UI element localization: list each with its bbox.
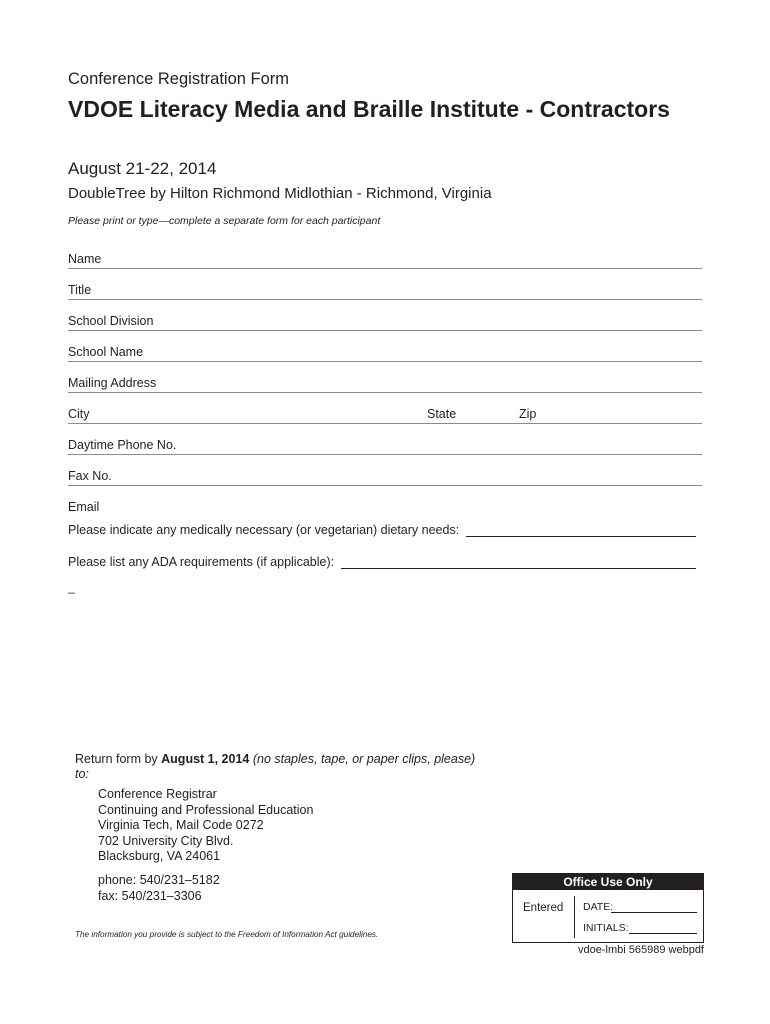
daytime-phone-field[interactable] xyxy=(68,436,702,455)
address-line: Virginia Tech, Mail Code 0272 xyxy=(98,818,264,833)
office-use-box xyxy=(512,873,704,943)
registrar-phone: phone: 540/231–5182 xyxy=(98,873,220,887)
event-date: August 21-22, 2014 xyxy=(68,159,217,178)
return-note: (no staples, tape, or paper clips, please) xyxy=(249,752,476,766)
mailing-address-field[interactable] xyxy=(68,374,702,393)
ada-question: Please list any ADA requirements (if applicable): xyxy=(68,555,335,569)
office-divider xyxy=(574,896,575,938)
school-name-field[interactable] xyxy=(68,343,702,362)
mailing-address-block xyxy=(98,787,313,865)
office-date-line[interactable] xyxy=(611,912,697,913)
zip-label: Zip xyxy=(519,407,537,421)
email-field[interactable] xyxy=(68,498,702,516)
form-instructions: Please print or type—complete a separate form for each participant xyxy=(68,215,381,227)
office-initials-line[interactable] xyxy=(629,933,697,934)
foi-notice: The information you provide is subject to the Freedom of Information Act guidelines. xyxy=(75,930,379,939)
address-line: Conference Registrar xyxy=(98,787,217,801)
school-name-label: School Name xyxy=(68,345,144,359)
ada-answer-line[interactable] xyxy=(341,567,696,569)
mailing-address-label: Mailing Address xyxy=(68,376,157,390)
city-state-zip-field[interactable] xyxy=(68,405,702,424)
dietary-question: Please indicate any medically necessary (or vegetarian) dietary needs: xyxy=(68,523,460,537)
stray-dash: _ xyxy=(68,580,75,594)
entered-label: Entered xyxy=(523,902,564,914)
daytime-phone-label: Daytime Phone No. xyxy=(68,438,177,452)
event-venue: DoubleTree by Hilton Richmond Midlothian - Richmond, Virginia xyxy=(68,185,492,202)
office-use-heading: Office Use Only xyxy=(513,874,703,890)
page-title: VDOE Literacy Media and Braille Institute - Contractors xyxy=(68,96,670,122)
email-label: Email xyxy=(68,500,100,514)
school-division-label: School Division xyxy=(68,314,154,328)
address-line: Continuing and Professional Education xyxy=(98,802,314,817)
registrar-fax: fax: 540/231–3306 xyxy=(98,888,202,903)
name-label: Name xyxy=(68,252,102,266)
return-prefix: Return form by xyxy=(75,752,162,766)
return-to: to: xyxy=(75,767,89,781)
state-label: State xyxy=(427,407,457,421)
fax-field[interactable] xyxy=(68,467,702,486)
form-kicker: Conference Registration Form xyxy=(68,70,290,88)
address-line: Blacksburg, VA 24061 xyxy=(98,849,221,864)
return-deadline: August 1, 2014 xyxy=(161,752,250,766)
office-date-label: DATE: xyxy=(583,901,614,913)
name-field[interactable] xyxy=(68,250,702,269)
return-instructions xyxy=(75,752,495,782)
dietary-answer-line[interactable] xyxy=(466,535,696,537)
school-division-field[interactable] xyxy=(68,312,702,331)
contact-numbers xyxy=(98,873,220,904)
city-label: City xyxy=(68,407,90,421)
office-initials-label: INITIALS: xyxy=(583,922,629,934)
address-line: 702 University City Blvd. xyxy=(98,833,234,848)
title-label: Title xyxy=(68,283,92,297)
form-code: vdoe-lmbi 565989 webpdf xyxy=(578,944,704,956)
title-field[interactable] xyxy=(68,281,702,300)
fax-label: Fax No. xyxy=(68,469,112,483)
